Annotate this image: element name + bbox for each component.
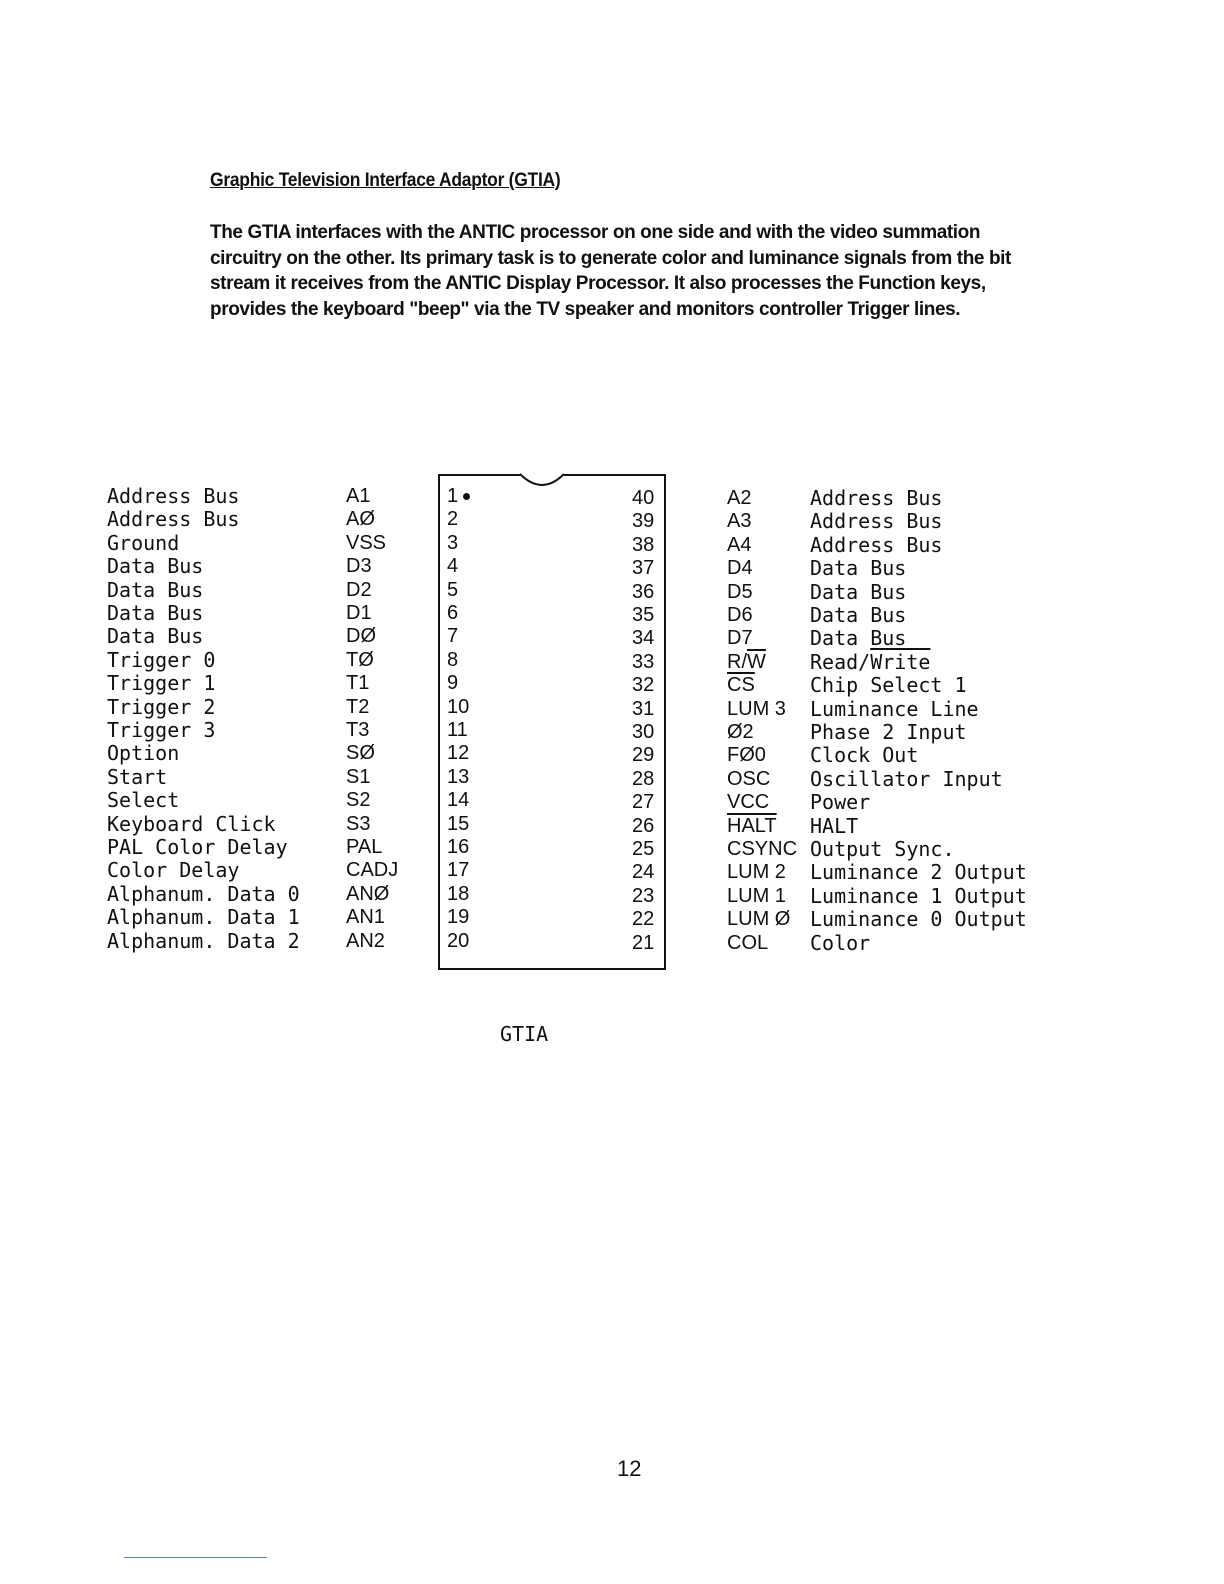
pin-number: 30 — [632, 721, 655, 743]
pin-description: Address Bus — [107, 484, 240, 508]
pin-description: Alphanum. Data 0 — [107, 881, 300, 906]
pin-signal: S3 — [346, 812, 371, 835]
pin-description: Clock Out — [810, 743, 919, 768]
pin-number: 25 — [632, 838, 655, 860]
pin-signal: A1 — [346, 485, 371, 507]
pin-row-right — [0, 601, 1100, 627]
pin-description: Luminance 0 Output — [810, 907, 1027, 932]
pin-signal: S1 — [346, 765, 371, 788]
pin-number: 31 — [632, 697, 655, 720]
pin-signal: Ø2 — [727, 721, 754, 743]
pin-description: Select — [107, 788, 180, 813]
pin-description: Phase 2 Input — [810, 720, 967, 744]
pin-row-right — [0, 881, 1100, 908]
pin-signal: LUM 1 — [727, 884, 786, 907]
pin-row-right — [0, 647, 1100, 674]
pin-signal: A3 — [727, 510, 752, 533]
pin-description: Luminance Line — [810, 696, 979, 721]
footnote-rule — [124, 1557, 267, 1558]
pin-description: Trigger 1 — [107, 671, 216, 696]
pin-row-right — [0, 811, 1100, 838]
pin-number: 26 — [632, 814, 655, 837]
pin-number: 34 — [632, 627, 655, 650]
pin-signal: VSS — [346, 531, 387, 554]
pin-signal: ANØ — [346, 882, 390, 905]
pin-row-right — [0, 905, 1100, 932]
pin-number-text: 16 — [447, 836, 470, 858]
pin-row-right — [0, 718, 1100, 744]
pin-number: 24 — [632, 861, 655, 884]
pin-signal: COL — [727, 931, 769, 954]
pin-row-right — [0, 507, 1100, 534]
pin-signal: TØ — [346, 648, 374, 671]
pin-signal: D4 — [727, 557, 753, 580]
pin-number-text: 14 — [447, 789, 470, 812]
pin-description: Trigger 0 — [107, 647, 216, 672]
pin-row-right — [0, 554, 1100, 581]
pin-row-right — [0, 694, 1100, 721]
pin-signal: LUM 3 — [727, 697, 786, 720]
pin-number: 29 — [632, 744, 655, 767]
pin-row-right — [0, 530, 1100, 557]
pin-row-right — [0, 577, 1100, 604]
pin-signal: D6 — [727, 604, 753, 626]
pin-description: Trigger 3 — [107, 718, 216, 742]
pin-row-right — [0, 858, 1100, 885]
pin-number-text: 18 — [447, 882, 470, 905]
pin-number-text: 9 — [447, 672, 459, 695]
section-heading: Graphic Television Interface Adaptor (GTIA) — [210, 170, 561, 191]
pin-number-text: 15 — [447, 812, 470, 835]
active-low-overline: $\overline{CS}$ — [727, 674, 755, 697]
pin-description: Keyboard Click — [107, 811, 276, 836]
pin-row-right — [0, 671, 1100, 698]
pin-signal: T2 — [346, 695, 370, 718]
pin-number: 38 — [632, 533, 655, 556]
pin-signal: A2 — [727, 487, 752, 509]
pin-signal: LUM Ø — [727, 908, 791, 931]
pin-description: Alphanum. Data 2 — [107, 928, 300, 953]
pin-description: Luminance 2 Output — [810, 860, 1027, 885]
pin-number-text: 3 — [447, 531, 459, 554]
pin-signal: FØ0 — [727, 744, 766, 767]
pin-row-right — [0, 928, 1100, 955]
pin-description: Address Bus — [810, 486, 943, 510]
pin-signal: A4 — [727, 533, 752, 556]
pin-signal: SØ — [346, 742, 375, 765]
pin-number: 21 — [632, 931, 655, 954]
chip-label: GTIA — [500, 1022, 549, 1046]
pin-number-text: 10 — [447, 695, 470, 718]
pin-signal — [727, 674, 755, 697]
pin-signal: AN2 — [346, 929, 385, 952]
pin-signal: D2 — [346, 578, 372, 601]
active-low-overline: Write — [870, 649, 931, 674]
pin-description: Output Sync. — [810, 837, 955, 861]
pin-signal: CSYNC — [727, 838, 798, 860]
pin-number-text: 8 — [447, 648, 459, 671]
pin-row-right — [0, 788, 1100, 815]
intro-paragraph: The GTIA interfaces with the ANTIC processor on one side and with the video summation circuitry on the other. Its primary task is to generate color and luminance signals from the bit stream it receives from the ANTIC Display Processor. It also processes the Function keys, provides the keyboard "beep" via the TV speaker and monitors controller Trigger lines. — [210, 222, 1011, 320]
pin-row-right — [0, 484, 1100, 510]
pin-description: Data Bus — [107, 624, 204, 649]
pin-signal: OSC — [727, 767, 771, 790]
pin-number-text: 2 — [447, 508, 459, 531]
pin-description: Alphanum. Data 1 — [107, 905, 300, 930]
pin-description: Address Bus — [107, 507, 240, 532]
pin-description: Data Bus — [810, 556, 907, 581]
pin-description: Data Bus — [810, 579, 907, 604]
pin-description: Luminance 1 Output — [810, 883, 1027, 908]
pin-number: 33 — [632, 650, 655, 673]
pin-signal: D1 — [346, 602, 372, 624]
pin-number-text: 4 — [447, 555, 459, 578]
pin-description: Color Delay — [107, 858, 240, 883]
pin-signal: AN1 — [346, 906, 385, 929]
pin-number-text: 19 — [447, 906, 470, 929]
pin-number: 23 — [632, 884, 655, 907]
pin-number: 32 — [632, 674, 655, 697]
pin-description: Start — [107, 764, 168, 789]
pin-number-text: 13 — [447, 765, 470, 788]
pin-number-text: 20 — [447, 929, 470, 952]
pin-description: Ground — [107, 530, 180, 555]
pin-description: Trigger 2 — [107, 694, 216, 719]
pin-row-right — [0, 741, 1100, 768]
pin-description: Power — [810, 790, 871, 815]
pin-description: Address Bus — [810, 509, 943, 534]
pin-description: Oscillator Input — [810, 766, 1003, 791]
pin-description: Data Bus — [107, 554, 204, 579]
pin-description: Chip Select 1 — [810, 673, 967, 698]
pin-row-right — [0, 835, 1100, 861]
pin-number-text: 11 — [447, 719, 468, 741]
pin-signal: $R/\overline{W}$ — [727, 650, 766, 673]
pin-number-text: 12 — [447, 742, 470, 765]
pin-signal: PAL — [346, 836, 383, 858]
pin-signal: VCC — [727, 791, 770, 814]
pin-description: Data Bus — [810, 603, 907, 627]
pin-row-right — [0, 764, 1100, 791]
pin-description: Data Bus — [810, 626, 907, 651]
pin-signal: CADJ — [346, 859, 399, 882]
pin-signal: D3 — [346, 555, 372, 578]
pin-signal: T1 — [346, 672, 370, 695]
pin-row-right — [0, 624, 1100, 651]
pin-number: 28 — [632, 767, 655, 790]
active-low-overline: HALT — [727, 814, 777, 837]
pin-description: Data Bus — [107, 577, 204, 602]
pin-number: 40 — [632, 487, 655, 509]
pin-number-text: 6 — [447, 602, 459, 624]
pin-signal: DØ — [346, 625, 376, 648]
pin-number-text: 17 — [447, 859, 470, 882]
page-number: 12 — [617, 1456, 642, 1481]
pin-description: Address Bus — [810, 532, 943, 557]
pin-signal: D5 — [727, 580, 753, 603]
pin-description: Data Bus — [107, 601, 204, 625]
active-low-overline: $\overline{W}$ — [747, 650, 766, 673]
pin-number-text: 5 — [447, 578, 459, 601]
pin-number: 37 — [632, 557, 655, 580]
pin-number-text: 7 — [447, 625, 459, 648]
pin-number: 27 — [632, 791, 655, 814]
pin-number: 36 — [632, 580, 655, 603]
pin-signal: T3 — [346, 719, 370, 741]
pin-signal: S2 — [346, 789, 371, 812]
pin-number-text: 1 — [447, 485, 459, 507]
pin-description: Option — [107, 741, 180, 766]
pin-signal: D7 — [727, 627, 753, 650]
pin-signal — [727, 815, 777, 838]
pin-signal: LUM 2 — [727, 861, 786, 884]
pin-description: Read/Write — [810, 649, 931, 674]
pin-description: Color — [810, 930, 871, 955]
pin-signal: AØ — [346, 508, 375, 531]
pin-description: HALT — [810, 813, 859, 838]
pin-description: PAL Color Delay — [107, 835, 288, 859]
pin-number: 39 — [632, 510, 655, 533]
pin-number: 22 — [632, 908, 655, 931]
pin-number: 35 — [632, 604, 655, 626]
